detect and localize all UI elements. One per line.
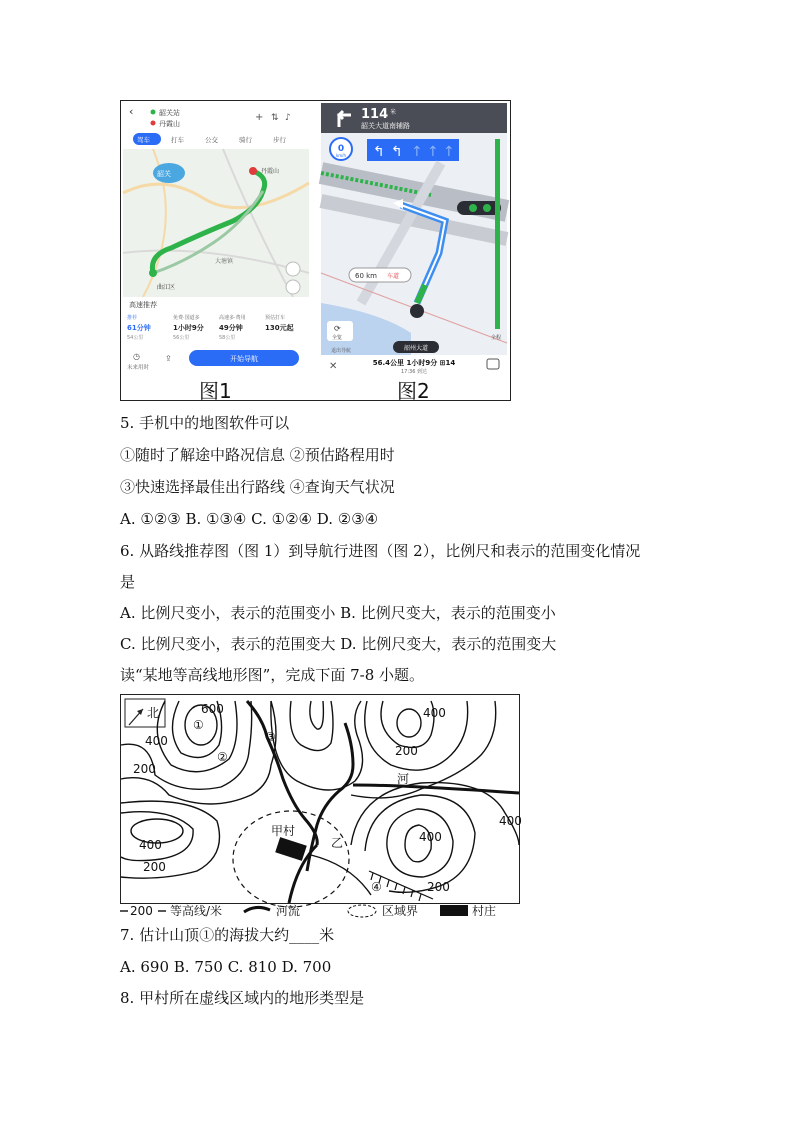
city-badge: 韶关 [157,170,171,178]
lane-tag: 车道 [387,273,400,280]
marker-2: ② [217,750,228,764]
progress-bar [495,139,500,329]
village-label: 甲村 [271,824,296,838]
lane-straight-icon: ↑ [411,144,423,160]
marker-4: ④ [371,880,382,894]
route-option-time[interactable]: 130元起 [265,324,294,332]
figure1-caption: 图1 [199,379,232,403]
q7-answers: A. 690 B. 750 C. 810 D. 700 [120,958,332,976]
q5-options-line2: ③快速选择最佳出行路线 ④查询天气状况 [120,478,395,496]
exit-label[interactable]: 退出导航 [331,348,352,354]
q8-stem: 8. 甲村所在虚线区域内的地形类型是 [120,989,365,1007]
navigation-screenshot [321,103,507,375]
turn-distance-unit: 米 [390,109,397,116]
mode-tab[interactable]: 步行 [273,136,286,144]
route-option-time[interactable]: 1小时9分 [173,324,204,332]
lane-left-icon: ↰ [391,144,403,160]
q5-answers: A. ①②③ B. ①③④ C. ①②④ D. ②③④ [120,510,379,528]
figure2-caption: 图2 [397,379,430,403]
mode-tab[interactable]: 驾车 [137,136,150,144]
overview-icon: ⟳ [334,324,341,333]
lane-left-icon: ↰ [373,144,385,160]
start-navigation-label: 开始导航 [230,355,258,363]
route-option-name[interactable]: 预估打车 [265,315,286,321]
river-lines [247,701,519,903]
contour-label: 400 [139,838,162,852]
route-map-image [123,103,309,375]
refresh-icon[interactable] [286,262,300,276]
mode-tab[interactable]: 打车 [171,136,184,144]
navigation-map-image [321,103,507,375]
speed-value: 0 [337,144,345,154]
speed-unit: km/h [335,153,347,158]
back-icon[interactable]: ‹ [129,105,134,118]
point-yi-label: 乙 [331,836,344,850]
car-position-icon [410,304,424,318]
village-marker [275,837,307,861]
close-icon[interactable]: ✕ [329,361,338,372]
q7-stem: 7. 估计山顶①的海拔大约____米 [120,926,335,944]
mode-tab[interactable]: 公交 [205,136,218,144]
mode-tab[interactable]: 骑行 [239,136,252,144]
contour-label: 400 [423,706,446,720]
q6-answers-line2: C. 比例尺变小，表示的范围变大 D. 比例尺变大，表示的范围变大 [120,635,557,653]
contour-label: 200 [395,744,418,758]
legend-river-symbol [244,907,270,912]
clock-icon[interactable]: ◷ [133,352,140,361]
contour-label: 400 [419,830,442,844]
contour-label: 200 [427,880,450,894]
contour-label: 200 [143,860,166,874]
swap-icon[interactable]: ⇅ [271,113,279,123]
bell-icon[interactable]: ♪ [285,113,291,123]
place-label: 曲江区 [157,284,176,291]
route-option-time[interactable]: 49分钟 [219,324,243,332]
figure-panel [120,100,511,401]
turn-distance: 114 [361,107,389,122]
route-option-detail: 56公里 [173,335,190,341]
lane-straight-icon: ↑ [443,144,455,160]
map-legend [120,902,530,924]
legend-village-symbol [440,905,468,916]
contour-label: 200 [133,762,156,776]
route-option-name[interactable]: 免费·国道多 [173,315,200,321]
route-option-name[interactable]: 高速多·费用 [219,315,246,321]
legend-region: 区域界 [382,904,419,918]
contour-label: 400 [499,814,522,828]
legend-contour: 等高线/米 [170,904,223,918]
route-preference[interactable]: 高速推荐 [129,301,157,309]
legend-region-symbol [348,905,376,917]
route-recommendation-screenshot [123,103,309,375]
add-stop-icon[interactable]: + [255,112,264,123]
legend-river: 河流 [276,904,301,918]
place-label: 丹霞山 [261,168,280,175]
q6-answers-line1: A. 比例尺变小，表示的范围变小 B. 比例尺变大，表示的范围变小 [120,604,556,622]
arrival-time: 17:36 到达 [401,369,427,375]
next-road-name: 韶关大道南辅路 [361,122,410,130]
q6-stem-line2: 是 [120,573,136,591]
start-marker-icon [149,269,157,277]
route-option-detail: 58公里 [219,335,236,341]
q5-options-line1: ①随时了解途中路况信息 ②预估路程用时 [120,446,395,464]
overview-label: 全览 [332,335,343,341]
future-time-label: 未来用时 [127,365,150,371]
contour-label-600: 600 [201,702,224,716]
locate-icon[interactable] [286,280,300,294]
contour-lines [121,701,519,895]
end-marker-icon [249,167,257,175]
place-label: 大塘镇 [215,258,234,265]
route-option-name[interactable]: 推荐 [127,315,138,321]
current-road-name: 韶州大道 [403,345,429,352]
q6-stem-line1: 6. 从路线推荐图（图 1）到导航行进图（图 2），比例尺和表示的范围变化情况 [120,542,641,560]
q5-stem: 5. 手机中的地图软件可以 [120,414,290,432]
trip-summary: 56.4公里 1小时9分 ⊞14 [372,359,456,367]
marker-1: ① [193,718,204,732]
lane-straight-icon: ↑ [427,144,439,160]
limit-value: 60 km [355,272,378,280]
origin-text: 韶关站 [159,109,180,117]
route-option-detail: 54公里 [127,335,144,341]
full-route-label: 全程 [491,335,502,341]
river-label: 河 [397,772,410,786]
legend-village: 村庄 [472,904,497,918]
share-icon[interactable]: ⇪ [165,354,172,363]
north-label: 北 [147,706,160,720]
legend-contour-value: 200 [130,904,153,918]
traffic-light-icon [457,201,501,215]
contour-map-drawing [121,695,522,903]
contour-label: 400 [145,734,168,748]
marker-3: ③ [265,730,276,744]
destination-text: 丹霞山 [159,120,180,128]
contour-map [120,694,520,904]
route-option-time[interactable]: 61分钟 [127,324,151,332]
section-intro: 读“某地等高线地形图”，完成下面 7-8 小题。 [120,666,425,684]
